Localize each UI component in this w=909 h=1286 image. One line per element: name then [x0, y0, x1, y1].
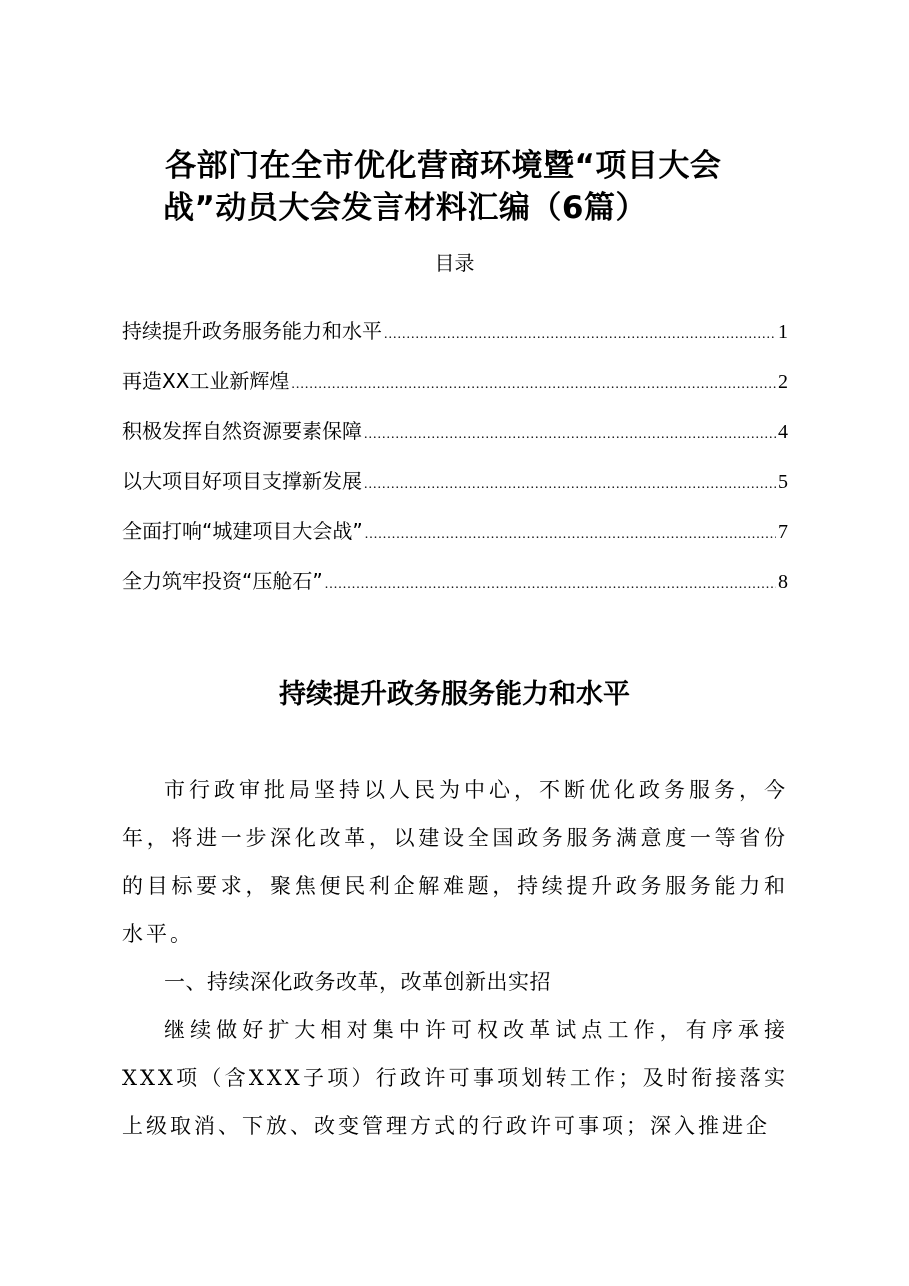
toc-entry-page: 5: [778, 471, 788, 493]
subheading: 一、持续深化政务改革，改革创新出实招: [164, 970, 551, 994]
toc-entry-page: 8: [778, 571, 788, 593]
section-title: 持续提升政务服务能力和水平: [279, 679, 630, 710]
toc-leader-dots: [325, 577, 776, 593]
paragraph: 市行政审批局坚持以人民为中心，不断优化政务服务，今年，将进一步深化改革，以建设全国政务服务满意度一等省份的目标要求，聚焦便民利企解难题，持续提升政务服务能力和水平。: [122, 778, 788, 946]
toc-entry-title: 以大项目好项目支撑新发展: [122, 469, 362, 493]
document-title: [165, 145, 785, 229]
toc-entry[interactable]: [122, 365, 788, 415]
toc-entry-title: 持续提升政务服务能力和水平: [122, 319, 382, 343]
toc-entry[interactable]: [122, 465, 788, 515]
toc-entry-page: 4: [778, 421, 788, 443]
document-title-line-2: 战”动员大会发言材料汇编（6篇）: [163, 190, 647, 226]
toc-entry-page: 1: [778, 321, 788, 343]
toc-leader-dots: [364, 427, 776, 443]
table-of-contents: [122, 315, 788, 615]
toc-entry-title: 再造XX工业新辉煌: [122, 369, 290, 393]
toc-entry[interactable]: [122, 415, 788, 465]
toc-entry-page: 2: [778, 371, 788, 393]
toc-leader-dots: [365, 527, 776, 543]
toc-entry-title: 全面打响“城建项目大会战”: [122, 519, 363, 543]
toc-entry-page: 7: [778, 521, 788, 543]
toc-leader-dots: [384, 327, 776, 343]
body-text: [122, 766, 788, 1150]
paragraph: 继续做好扩大相对集中许可权改革试点工作，有序承接XXX项（含XXX子项）行政许可事项划转工作；及时衔接落实上级取消、下放、改变管理方式的行政许可事项；深入推进企: [122, 1018, 788, 1138]
toc-leader-dots: [291, 377, 776, 393]
toc-heading: 目录: [434, 251, 475, 275]
document-title-line-1: 各部门在全市优化营商环境暨“项目大会: [165, 148, 722, 184]
toc-entry-title: 全力筑牢投资“压舱石”: [122, 569, 323, 593]
toc-entry[interactable]: [122, 565, 788, 615]
toc-leader-dots: [364, 477, 776, 493]
toc-entry[interactable]: [122, 515, 788, 565]
toc-entry-title: 积极发挥自然资源要素保障: [122, 419, 362, 443]
toc-entry[interactable]: [122, 315, 788, 365]
